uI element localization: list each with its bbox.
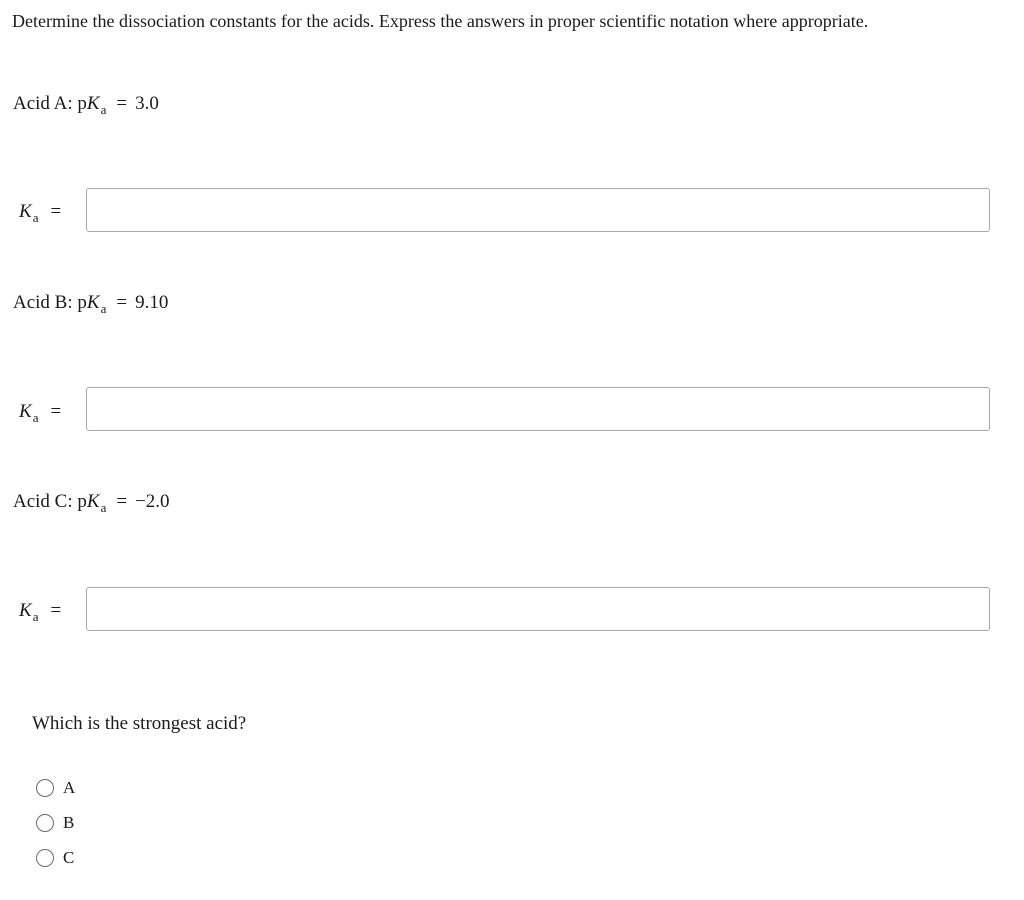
acid-b-p: p (77, 292, 87, 313)
acid-b-equals: = (116, 292, 128, 313)
acid-a-pka-value: 3.0 (135, 93, 159, 114)
acid-c-sub: a (100, 500, 107, 515)
acid-a-equals: = (116, 93, 128, 114)
acid-b-pka-value: 9.10 (135, 292, 169, 313)
option-c-label: C (63, 848, 75, 867)
acid-b-name: Acid B: (13, 292, 73, 313)
strongest-acid-question: Which is the strongest acid? (32, 713, 247, 734)
acid-b-sub: a (100, 301, 107, 316)
acid-c-k: K (86, 491, 100, 512)
acid-c-ka-equals: = (50, 600, 62, 621)
acid-a-sub: a (100, 102, 107, 117)
acid-c-ka-input[interactable] (86, 587, 990, 631)
acid-a-ka-input[interactable] (86, 188, 990, 232)
acid-a-p: p (77, 93, 87, 114)
acid-a-ka-label (19, 201, 61, 223)
radio-c[interactable] (36, 849, 54, 867)
instructions-text: Determine the dissociation constants for the acids. Express the answers in proper scientific notation where appropriate. (12, 11, 869, 31)
acid-a-pka-statement (13, 93, 159, 115)
acid-a-ka-sub: a (32, 210, 39, 225)
acid-b-ka-k: K (19, 401, 32, 422)
radio-b[interactable] (36, 814, 54, 832)
acid-c-equals: = (116, 491, 128, 512)
acid-c-pka-statement (13, 491, 170, 513)
radio-a[interactable] (36, 779, 54, 797)
option-a[interactable] (36, 776, 75, 800)
acid-c-ka-k: K (19, 600, 32, 621)
acid-c-p: p (77, 491, 87, 512)
acid-a-ka-k: K (19, 201, 32, 222)
acid-b-ka-input[interactable] (86, 387, 990, 431)
acid-c-ka-label (19, 600, 61, 622)
option-c[interactable] (36, 846, 74, 870)
acid-a-ka-equals: = (50, 201, 62, 222)
option-b[interactable] (36, 811, 74, 835)
acid-a-k: K (86, 93, 100, 114)
acid-b-ka-equals: = (50, 401, 62, 422)
acid-b-ka-sub: a (32, 410, 39, 425)
option-b-label: B (63, 813, 75, 832)
acid-c-ka-sub: a (32, 609, 39, 624)
acid-b-pka-statement (13, 292, 168, 314)
acid-c-pka-value: −2.0 (135, 491, 170, 512)
acid-b-k: K (86, 292, 100, 313)
acid-c-name: Acid C: (13, 491, 73, 512)
option-a-label: A (63, 778, 76, 797)
acid-a-name: Acid A: (13, 93, 73, 114)
acid-b-ka-label (19, 401, 61, 423)
